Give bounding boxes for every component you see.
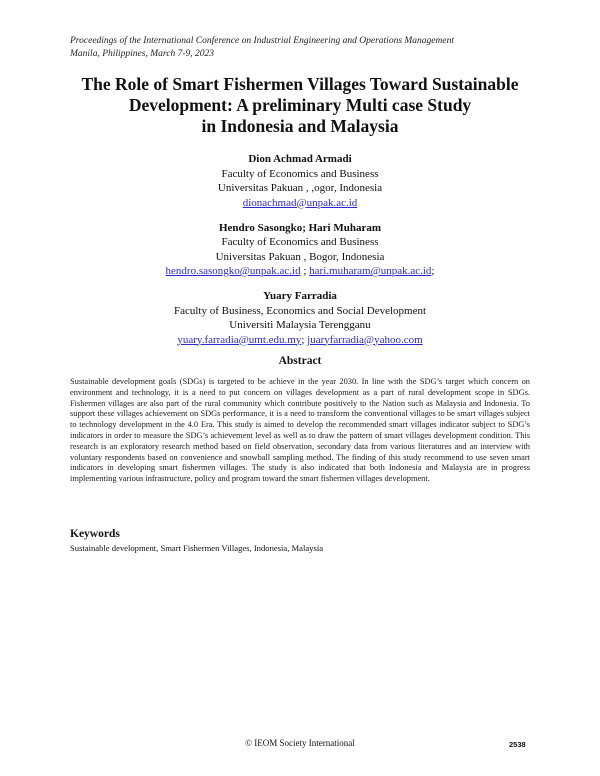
footer-copyright: © IEOM Society International	[245, 738, 355, 748]
author-email-link[interactable]: juaryfarradia@yahoo.com	[307, 333, 423, 346]
header-location: Manila, Philippines, March 7-9, 2023	[70, 49, 214, 59]
keywords-heading: Keywords	[70, 528, 120, 540]
author-3	[40, 289, 560, 347]
author-faculty: Faculty of Business, Economics and Social Development	[173, 304, 427, 317]
running-header	[70, 35, 454, 61]
author-email-link[interactable]: dionachmad@unpak.ac.id	[242, 196, 358, 209]
author-email-link[interactable]: hendro.sasongko@unpak.ac.id	[165, 265, 301, 277]
author-email-link[interactable]: yuary.farradia@umt.edu.my	[177, 333, 302, 346]
author-email-link[interactable]: hari.muharam@unpak.ac.id	[309, 265, 432, 277]
author-1	[40, 152, 560, 210]
title-line-1: The Role of Smart Fishermen Villages Toward Sustainable	[81, 74, 519, 94]
author-university: Universitas Pakuan , Bogor, Indonesia	[215, 250, 385, 263]
title-line-2: Development: A preliminary Multi case Study	[128, 95, 472, 115]
header-conference: Proceedings of the International Conference on Industrial Engineering and Operations Management	[70, 36, 454, 46]
email-separator: ;	[301, 333, 308, 346]
email-trailing-punct: ;	[431, 265, 435, 277]
author-university: Universitas Pakuan , ,ogor, Indonesia	[217, 182, 383, 194]
author-name: Hendro Sasongko; Hari Muharam	[218, 221, 382, 234]
page-number: 2538	[509, 740, 526, 749]
author-block	[40, 152, 560, 358]
paper-title	[40, 74, 560, 137]
abstract-heading: Abstract	[278, 355, 322, 367]
email-separator: ;	[300, 265, 310, 277]
author-name: Dion Achmad Armadi	[248, 153, 352, 165]
author-university: Universiti Malaysia Terengganu	[229, 319, 371, 331]
author-name: Yuary Farradia	[263, 290, 337, 302]
keywords-text: Sustainable development, Smart Fishermen Villages, Indonesia, Malaysia	[70, 543, 324, 553]
author-faculty: Faculty of Economics and Business	[221, 236, 379, 248]
author-faculty: Faculty of Economics and Business	[221, 167, 379, 180]
abstract-body: Sustainable development goals (SDGs) is targeted to be achieve in the year 2030. In line with the SDG’s target which concern on environment and technology, it is a need to put concern on villages development as a part of rural development scope in SDGs. Fishermen villages are also part of the rural community which contribute positively to the Nation such as Malaysia and Indonesia. To support these villages achievement on SDGs performance, it is a need to transform the conventional villages to be smart villages subject to technology development in the 4.0 Era. This study is aimed to develop the recommended smart villages indicator subject to SDG’s indicators in order to measure the SDG’s achievement level as well as to draw the pattern of smart villages development condition. This research is an exploratory research method based on field observation, secondary data from various literatures and an interview with voluntary respondents based on convenience and snowball sampling method. The finding of this study recommend to use seven smart indicators in developing smart fishermen villages. The study is also indicated that both Indonesia and Malaysia are in progress implementing various infrastructure, policy and program toward the smart fishermen villages development.	[70, 377, 530, 484]
title-line-3: in Indonesia and Malaysia	[201, 116, 399, 136]
author-2	[40, 221, 560, 279]
